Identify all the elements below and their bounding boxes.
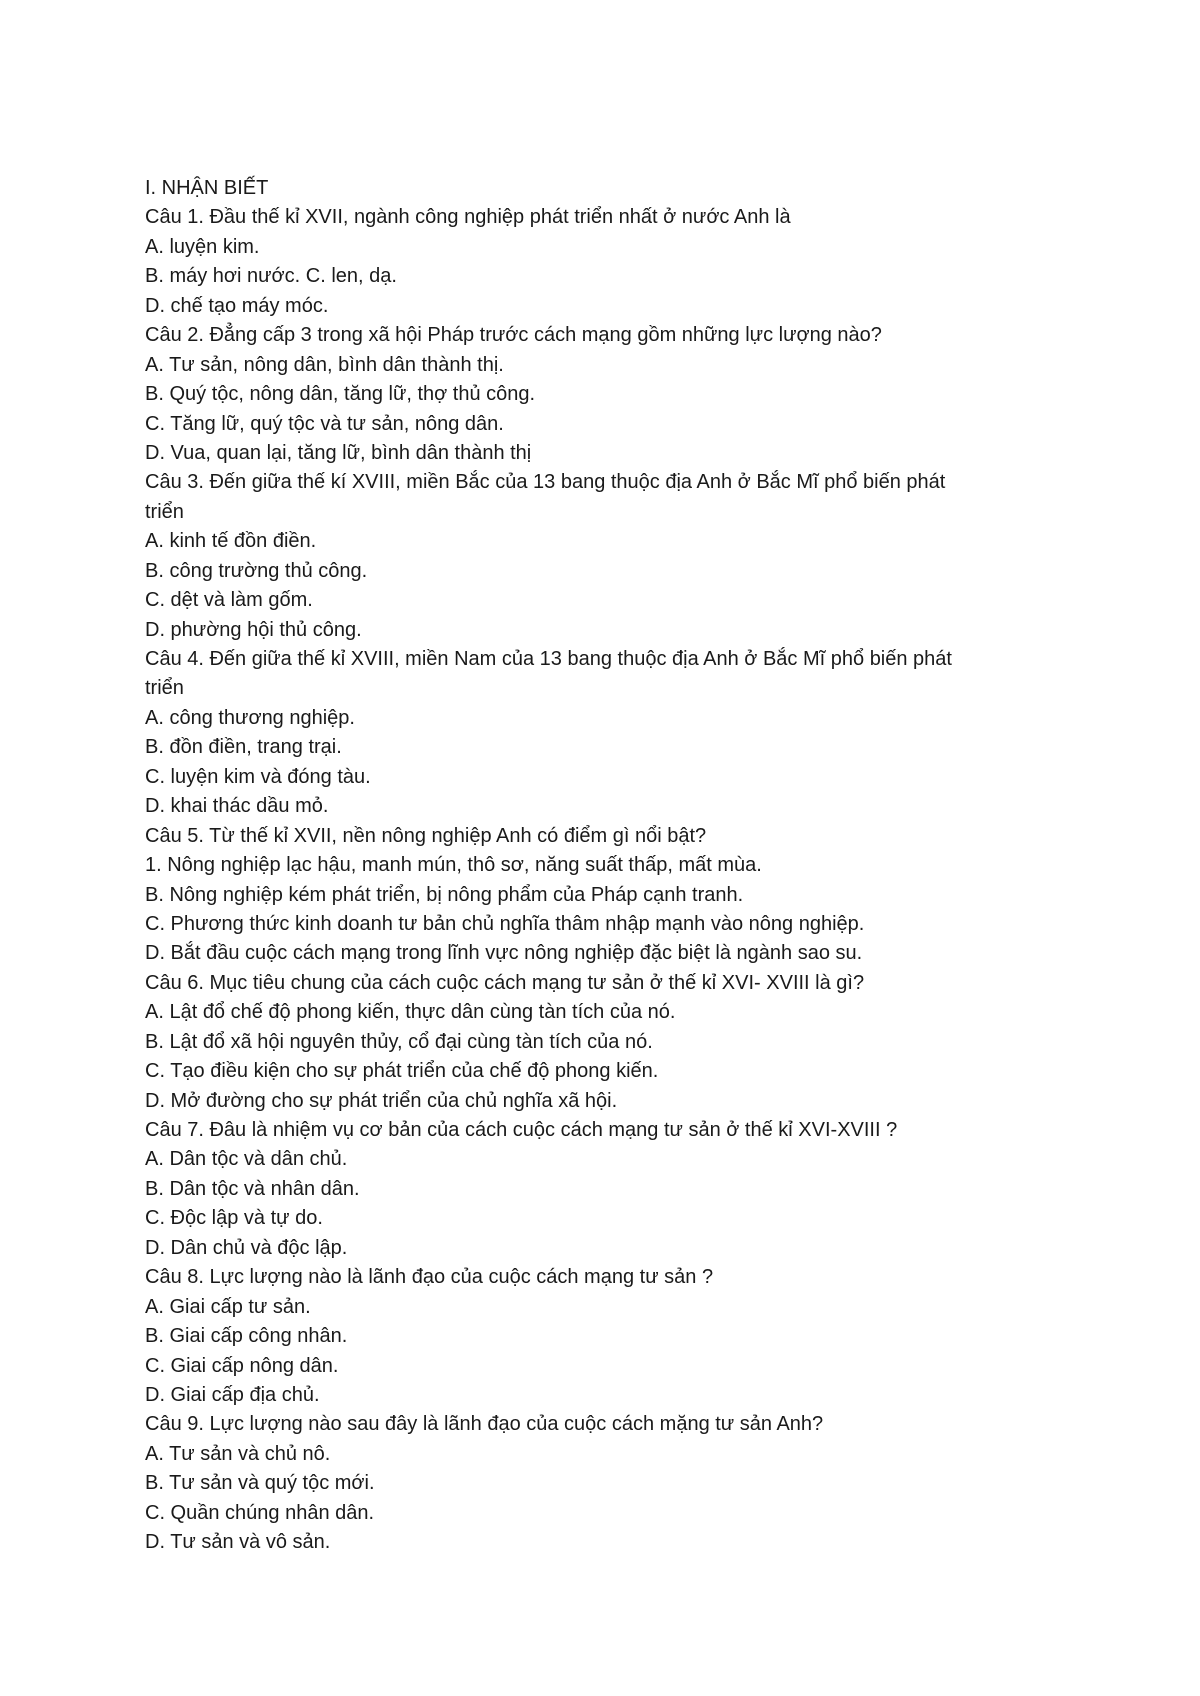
answer-option: B. Tư sản và quý tộc mới. <box>145 1472 375 1495</box>
answer-option: C. Phương thức kinh doanh tư bản chủ nghĩa thâm nhập mạnh vào nông nghiệp. <box>145 912 865 935</box>
answer-option: D. phường hội thủ công. <box>145 618 362 641</box>
answer-option: B. Lật đổ xã hội nguyên thủy, cổ đại cùng tàn tích của nó. <box>145 1030 653 1053</box>
answer-option: B. Dân tộc và nhân dân. <box>145 1177 360 1200</box>
question-9: Câu 9. Lực lượng nào sau đây là lãnh đạo của cuộc cách mặng tư sản Anh? <box>145 1413 824 1436</box>
answer-option: B. Quý tộc, nông dân, tăng lữ, thợ thủ công. <box>145 383 536 406</box>
question-5: Câu 5. Từ thế kỉ XVII, nền nông nghiệp Anh có điểm gì nổi bật? <box>145 824 707 847</box>
answer-option: A. Lật đổ chế độ phong kiến, thực dân cùng tàn tích của nó. <box>145 1001 676 1024</box>
question-3-continued: triển <box>145 500 184 523</box>
answer-option: D. chế tạo máy móc. <box>145 294 329 317</box>
answer-option: D. Bắt đầu cuộc cách mạng trong lĩnh vực nông nghiệp đặc biệt là ngành sao su. <box>145 942 863 965</box>
answer-option: C. Độc lập và tự do. <box>145 1207 323 1230</box>
answer-option: A. công thương nghiệp. <box>145 706 355 729</box>
answer-option: C. luyện kim và đóng tàu. <box>145 765 371 788</box>
answer-option: 1. Nông nghiệp lạc hậu, manh mún, thô sơ, năng suất thấp, mất mùa. <box>145 854 762 877</box>
answer-option: A. luyện kim. <box>145 235 260 258</box>
answer-option: D. Tư sản và vô sản. <box>145 1531 331 1554</box>
answer-option: B. công trường thủ công. <box>145 559 368 582</box>
answer-option: C. Quần chúng nhân dân. <box>145 1501 375 1524</box>
answer-option: B. máy hơi nước. C. len, dạ. <box>145 265 397 288</box>
question-7: Câu 7. Đâu là nhiệm vụ cơ bản của cách cuộc cách mạng tư sản ở thế kỉ XVI-XVIII ? <box>145 1119 898 1141</box>
answer-option: C. Giai cấp nông dân. <box>145 1354 339 1377</box>
question-2: Câu 2. Đẳng cấp 3 trong xã hội Pháp trước cách mạng gồm những lực lượng nào? <box>145 324 882 347</box>
answer-option: C. Tăng lữ, quý tộc và tư sản, nông dân. <box>145 412 504 435</box>
section-heading: I. NHẬN BIẾT <box>145 177 269 199</box>
answer-option: A. Dân tộc và dân chủ. <box>145 1148 348 1171</box>
question-6: Câu 6. Mục tiêu chung của cách cuộc cách mạng tư sản ở thế kỉ XVI- XVIII là gì? <box>145 971 865 994</box>
question-4: Câu 4. Đến giữa thế kỉ XVIII, miền Nam của 13 bang thuộc địa Anh ở Bắc Mĩ phổ biến phát <box>145 648 952 670</box>
answer-option: A. Tư sản và chủ nô. <box>145 1442 331 1465</box>
question-8: Câu 8. Lực lượng nào là lãnh đạo của cuộc cách mạng tư sản ? <box>145 1266 714 1289</box>
answer-option: D. Mở đường cho sự phát triển của chủ nghĩa xã hội. <box>145 1089 618 1112</box>
answer-option: D. Vua, quan lại, tăng lữ, bình dân thành thị <box>145 441 532 464</box>
answer-option: D. khai thác dầu mỏ. <box>145 795 329 818</box>
answer-option: D. Giai cấp địa chủ. <box>145 1383 320 1406</box>
answer-option: A. Giai cấp tư sản. <box>145 1295 311 1318</box>
answer-option: B. Nông nghiệp kém phát triển, bị nông phẩm của Pháp cạnh tranh. <box>145 883 744 906</box>
answer-option: D. Dân chủ và độc lập. <box>145 1236 348 1259</box>
answer-option: A. kinh tế đồn điền. <box>145 530 317 553</box>
question-1: Câu 1. Đầu thế kỉ XVII, ngành công nghiệp phát triển nhất ở nước Anh là <box>145 206 791 229</box>
answer-option: B. đồn điền, trang trại. <box>145 736 342 759</box>
question-4-continued: triển <box>145 677 184 700</box>
answer-option: B. Giai cấp công nhân. <box>145 1325 348 1348</box>
answer-option: C. dệt và làm gốm. <box>145 589 313 612</box>
answer-option: A. Tư sản, nông dân, bình dân thành thị. <box>145 353 504 376</box>
question-3: Câu 3. Đến giữa thế kí XVIII, miền Bắc của 13 bang thuộc địa Anh ở Bắc Mĩ phổ biến phát <box>145 471 946 494</box>
answer-option: C. Tạo điều kiện cho sự phát triển của chế độ phong kiến. <box>145 1060 659 1083</box>
document-body <box>145 174 1065 1558</box>
